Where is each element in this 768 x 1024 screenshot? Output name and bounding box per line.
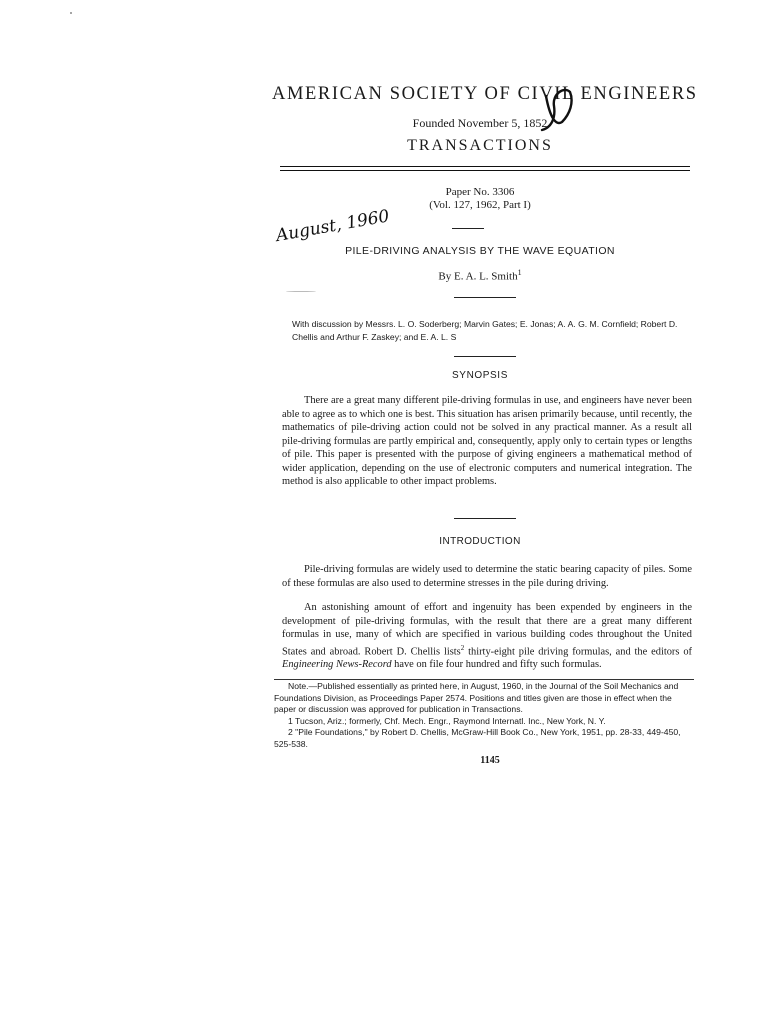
society-heading: AMERICAN SOCIETY OF CIVIL ENGINEERS: [272, 84, 698, 104]
footnote-note: [274, 681, 694, 716]
header-rule-bottom: [280, 170, 690, 171]
divider: [454, 518, 516, 519]
founded-line: Founded November 5, 1852: [412, 116, 548, 130]
publication-name: Engineering News-Record: [282, 659, 392, 671]
page-number: 1145: [480, 755, 500, 766]
transactions-heading: TRANSACTIONS: [407, 137, 553, 154]
discussion-credits: With discussion by Messrs. L. O. Soderberg; Marvin Gates; E. Jonas; A. A. G. M. Cornfield; Robert D. Chellis and Arthur F. Zaskey; and E. A. L. S: [292, 319, 678, 342]
intro-text-1: Pile-driving formulas are widely used to determine the static bearing capacity of piles. Some of these formulas are also used to determine stresses in the pile during driving.: [282, 564, 692, 589]
footnote-2-text: 2 "Pile Foundations," by Robert D. Chellis, McGraw-Hill Book Co., New York, 1951, pp. 28-33, 449-450, 525-538.: [274, 727, 681, 749]
introduction-heading: INTRODUCTION: [439, 536, 521, 547]
footnote-ref: 1: [517, 268, 522, 277]
footnote-1-text: 1 Tucson, Ariz.; formerly, Chf. Mech. Engr., Raymond Internatl. Inc., New York, N. Y.: [288, 715, 606, 726]
scan-speck: [70, 12, 72, 14]
divider: [452, 228, 484, 229]
synopsis-text: There are a great many different pile-driving formulas in use, and engineers have never been able to agree as to which one is best. This situation has arisen primarily because, until recently, the mathematics of pile-driving action could not be solved in any practical manner. As a result all pile-driving formulas are partly empirical and, consequently, apply only to certain types or lengths of pile. This paper is presented with the purpose of giving engineers a mathematical method of wider application, depending on the use of electronic computers and numerical integration. The method is also applicable to other impact problems.: [282, 395, 692, 487]
footnote-ref: 2: [460, 643, 465, 652]
footnote-rule: [274, 679, 694, 680]
scan-speck: [286, 291, 316, 292]
paper-number: Paper No. 3306: [445, 186, 515, 198]
intro-text-2c: have on file four hundred and fifty such formulas.: [391, 659, 602, 671]
intro-text-2b: thirty-eight pile driving formulas, and the editors of: [464, 645, 692, 657]
handwritten-date: August, 1960: [274, 206, 391, 246]
paper-title: PILE-DRIVING ANALYSIS BY THE WAVE EQUATION: [345, 245, 615, 257]
volume-line: (Vol. 127, 1962, Part I): [429, 199, 531, 211]
author-name: By E. A. L. Smith: [438, 270, 518, 283]
introduction-paragraph-1: [282, 563, 692, 590]
footnotes: [274, 681, 694, 751]
divider: [454, 297, 516, 298]
introduction-paragraph-2: [282, 601, 692, 672]
author-byline: [270, 268, 690, 283]
divider: [454, 356, 516, 357]
footnote-note-text: Note.—Published essentially as printed here, in August, 1960, in the Journal of the Soil Mechanics and Foundations Division, as Proceedings Paper 2574. Positions and titles given are those in effect when the paper or discussion was approved for publication in Transactions.: [274, 681, 679, 715]
synopsis-heading: SYNOPSIS: [452, 370, 508, 381]
footnote-1: [274, 716, 694, 728]
header-rule-top: [280, 166, 690, 167]
footnote-2: [274, 727, 694, 750]
synopsis-paragraph: [282, 394, 692, 489]
intro-text-2a: An astonishing amount of effort and ingenuity has been expended by engineers in the development of pile-driving formulas, with the result that there are a great many different formulas in use, many of which are specified in various building codes throughout the United States and abroad. Robert D. Chellis lists: [282, 602, 692, 657]
